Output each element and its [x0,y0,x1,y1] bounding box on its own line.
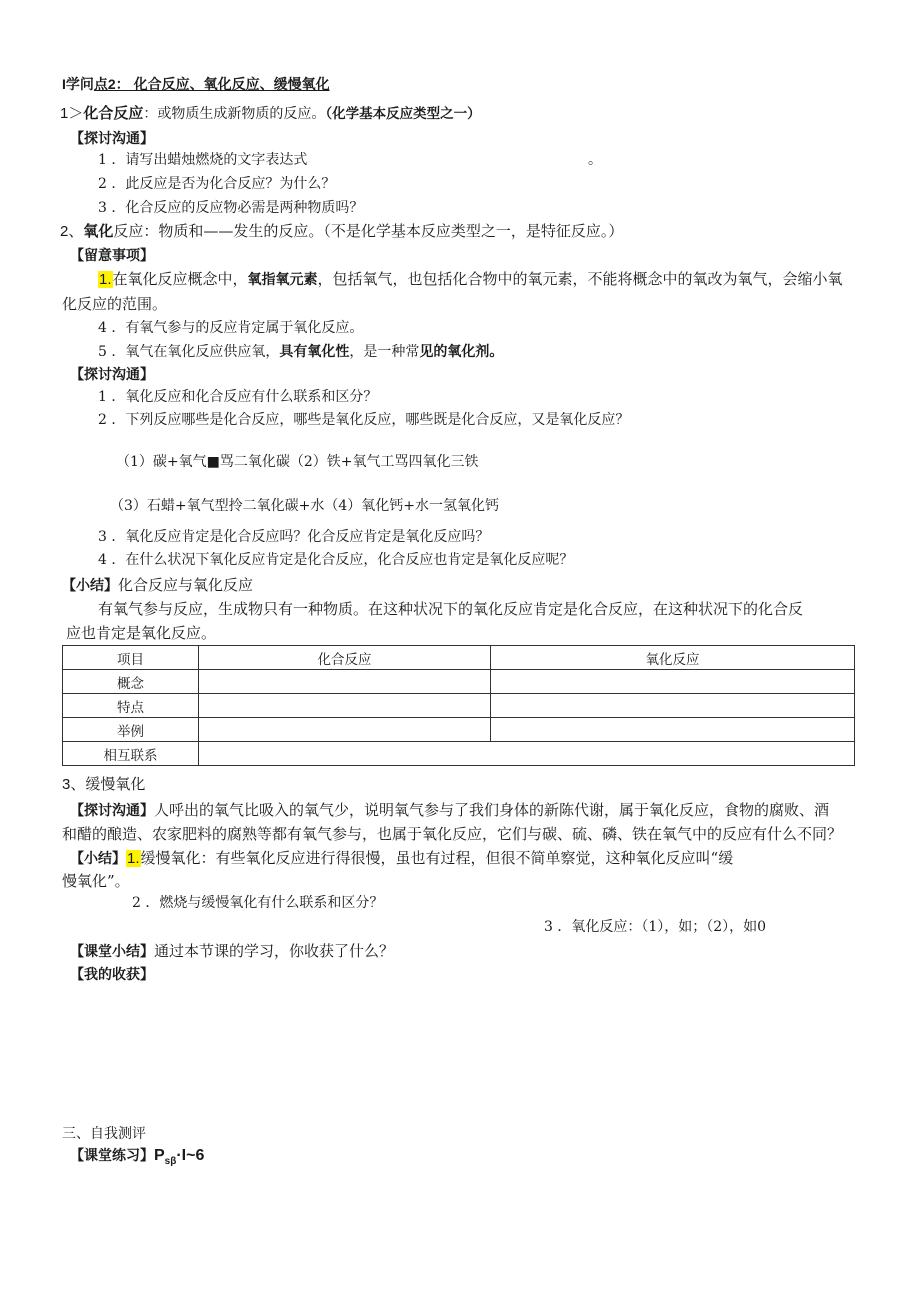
summary-title: 化合反应与氧化反应 [118,576,254,594]
section-3-discussion-tag: 【探讨沟通】 [70,802,154,818]
notice-4-c: 属于氧化反应。 [265,320,364,336]
section-3-summary-1 [70,849,733,868]
notice-1-number: 1. [99,271,112,288]
notice-5-b: 具有氧化性 [279,343,350,359]
table-header-cell: 化合反应 [199,646,491,670]
table-cell-blank[interactable] [199,694,491,718]
notice-1-c: ，包括氧气，也包括化合物中的氧元素，不能将概念中的氧改为氧气，会缩小氧 [317,270,843,288]
section-3-discussion-1 [70,801,829,819]
class-practice-sub: sβ [164,1155,177,1167]
discussion-2-q2: 2 ．下列反应哪些是化合反应，哪些是氧化反应，哪些既是化合反应，又是氧化反应？ [98,412,630,428]
discussion-1-q1-end: 。 [588,152,602,168]
summary-heading [62,576,253,594]
class-summary-text: 通过本节课的学习，你收获了什么？ [154,942,395,960]
class-summary-tag: 【课堂小结】 [70,943,154,959]
class-practice [70,1146,204,1168]
notice-item-1 [98,270,843,289]
section-3-summary-tag: 【小结】 [70,850,126,866]
table-row [63,718,855,742]
notice-1-a: 在氧化反应概念中， [112,270,248,288]
section-3-question-2: 2 ．燃烧与缓慢氧化有什么联系和区分？ [132,895,384,911]
discussion-2-q3: 3 ．氧化反应肯定是化合反应吗？化合反应肯定是氧化反应吗？ [98,529,490,545]
table-header-row [63,646,855,670]
table-cell-blank[interactable] [199,742,855,766]
table-header-cell: 氧化反应 [491,646,855,670]
discussion-2-q4: 4 ．在什么状况下氧化反应肯定是化合反应，化合反应也肯定是氧化反应呢？ [98,552,574,568]
self-evaluation-title: 三、自我测评 [62,1125,146,1141]
section-1-note: （化学基本反应类型之一） [325,106,481,121]
kp-prefix: I学问 [62,76,94,92]
summary-tag: 【小结】 [62,577,118,593]
notice-5-c: ，是一种常 [349,344,420,360]
table-cell-blank[interactable] [491,718,855,742]
notice-5-d: 见的氧化剂。 [419,343,504,359]
table-row-label: 概念 [63,670,199,694]
class-practice-range: ·I~6 [176,1147,205,1164]
table-row [63,742,855,766]
notice-item-5 [98,343,503,361]
section-1-definition [60,104,481,123]
table-header-cell: 项目 [63,646,199,670]
section-3-title: 3、缓慢氧化 [62,776,146,793]
class-practice-page: P [154,1147,165,1164]
q1-text: 1 ．请写出蜡烛燃烧的文字表达式 [98,152,308,168]
section-2-definition [60,222,623,241]
notice-5-a: 5 ．氧气在氧化反应供应氧， [98,344,280,360]
section-3-summary-text: 缓慢氧化：有些氧化反应进行得很慢，虽也有过程，但很不简单察觉，这种氧化反应叫“缓 [140,849,734,867]
reaction-line-1: （1）碳+氧气■骂二氧化碳（2）铁+氧气工骂四氧化三铁 [116,454,479,470]
discussion-tag-2: 【探讨沟通】 [70,366,154,382]
summary-paragraph-1: 有氧气参与反应，生成物只有一种物质。在这种状况下的氧化反应肯定是化合反应，在这种状况下的化合反 [98,600,804,618]
section-2-number: 2、 [60,223,84,240]
table-row-label: 相互联系 [63,742,199,766]
section-3-question-3: 3 ．氧化反应：（1），如；（2），如0 [544,919,767,935]
table-cell-blank[interactable] [491,694,855,718]
notice-1-b: 氧指氧元素 [247,271,318,287]
section-1-label: 化合反应 [83,105,144,122]
table-cell-blank[interactable] [491,670,855,694]
notice-tag: 【留意事项】 [70,247,154,263]
discussion-1-q1 [98,152,307,169]
table-row-label: 特点 [63,694,199,718]
section-2-rest: 反应：物质和——发生的反应。（不是化学基本反应类型之一，是特征反应。） [113,222,624,240]
notice-4-a: 4 ．有氧气参与的反应 [98,320,238,336]
section-3-discussion-2: 和醋的酿造、农家肥料的腐熟等都有氧气参与，也属于氧化反应，它们与碳、硫、磷、铁在氧气中的反应有什么不同？ [62,825,843,843]
discussion-2-q1: 1 ．氧化反应和化合反应有什么联系和区分？ [98,389,378,405]
section-3-summary-2: 慢氧化”。 [62,872,130,890]
notice-item-4 [98,319,363,337]
table-row-label: 举例 [63,718,199,742]
section-1-number: 1＞ [60,105,84,122]
knowledge-point-heading [62,76,330,93]
table-row [63,694,855,718]
table-cell-blank[interactable] [199,670,491,694]
table-row [63,670,855,694]
section-3-summary-number: 1. [127,850,140,867]
table-cell-blank[interactable] [199,718,491,742]
discussion-tag-1: 【探讨沟通】 [70,130,154,146]
section-1-def: ：或物质生成新物质的反应。 [143,105,326,121]
comparison-table [62,645,855,766]
class-practice-tag: 【课堂练习】 [70,1147,154,1163]
notice-item-1-cont: 化反应的范围。 [62,295,168,313]
section-2-label: 氧化 [83,223,114,240]
reaction-line-2: （3）石蜡+氧气型拎二氧化碳+水（4）氧化钙+水一氢氧化钙 [110,498,500,514]
summary-paragraph-2: 应也肯定是氧化反应。 [66,624,217,642]
discussion-1-q2: 2 ．此反应是否为化合反应？为什么？ [98,176,336,192]
notice-4-b: 肯定 [237,319,266,335]
section-3-discussion-text: 人呼出的氧气比吸入的氧气少，说明氧气参与了我们身体的新陈代谢，属于氧化反应，食物的腐败、酒 [154,801,830,819]
my-gains-tag: 【我的收获】 [70,966,154,982]
kp-title: 点2： 化合反应、氧化反应、缓慢氧化 [93,76,330,92]
class-summary [70,942,394,960]
discussion-1-q3: 3 ．化合反应的反应物必需是两种物质吗？ [98,200,364,216]
